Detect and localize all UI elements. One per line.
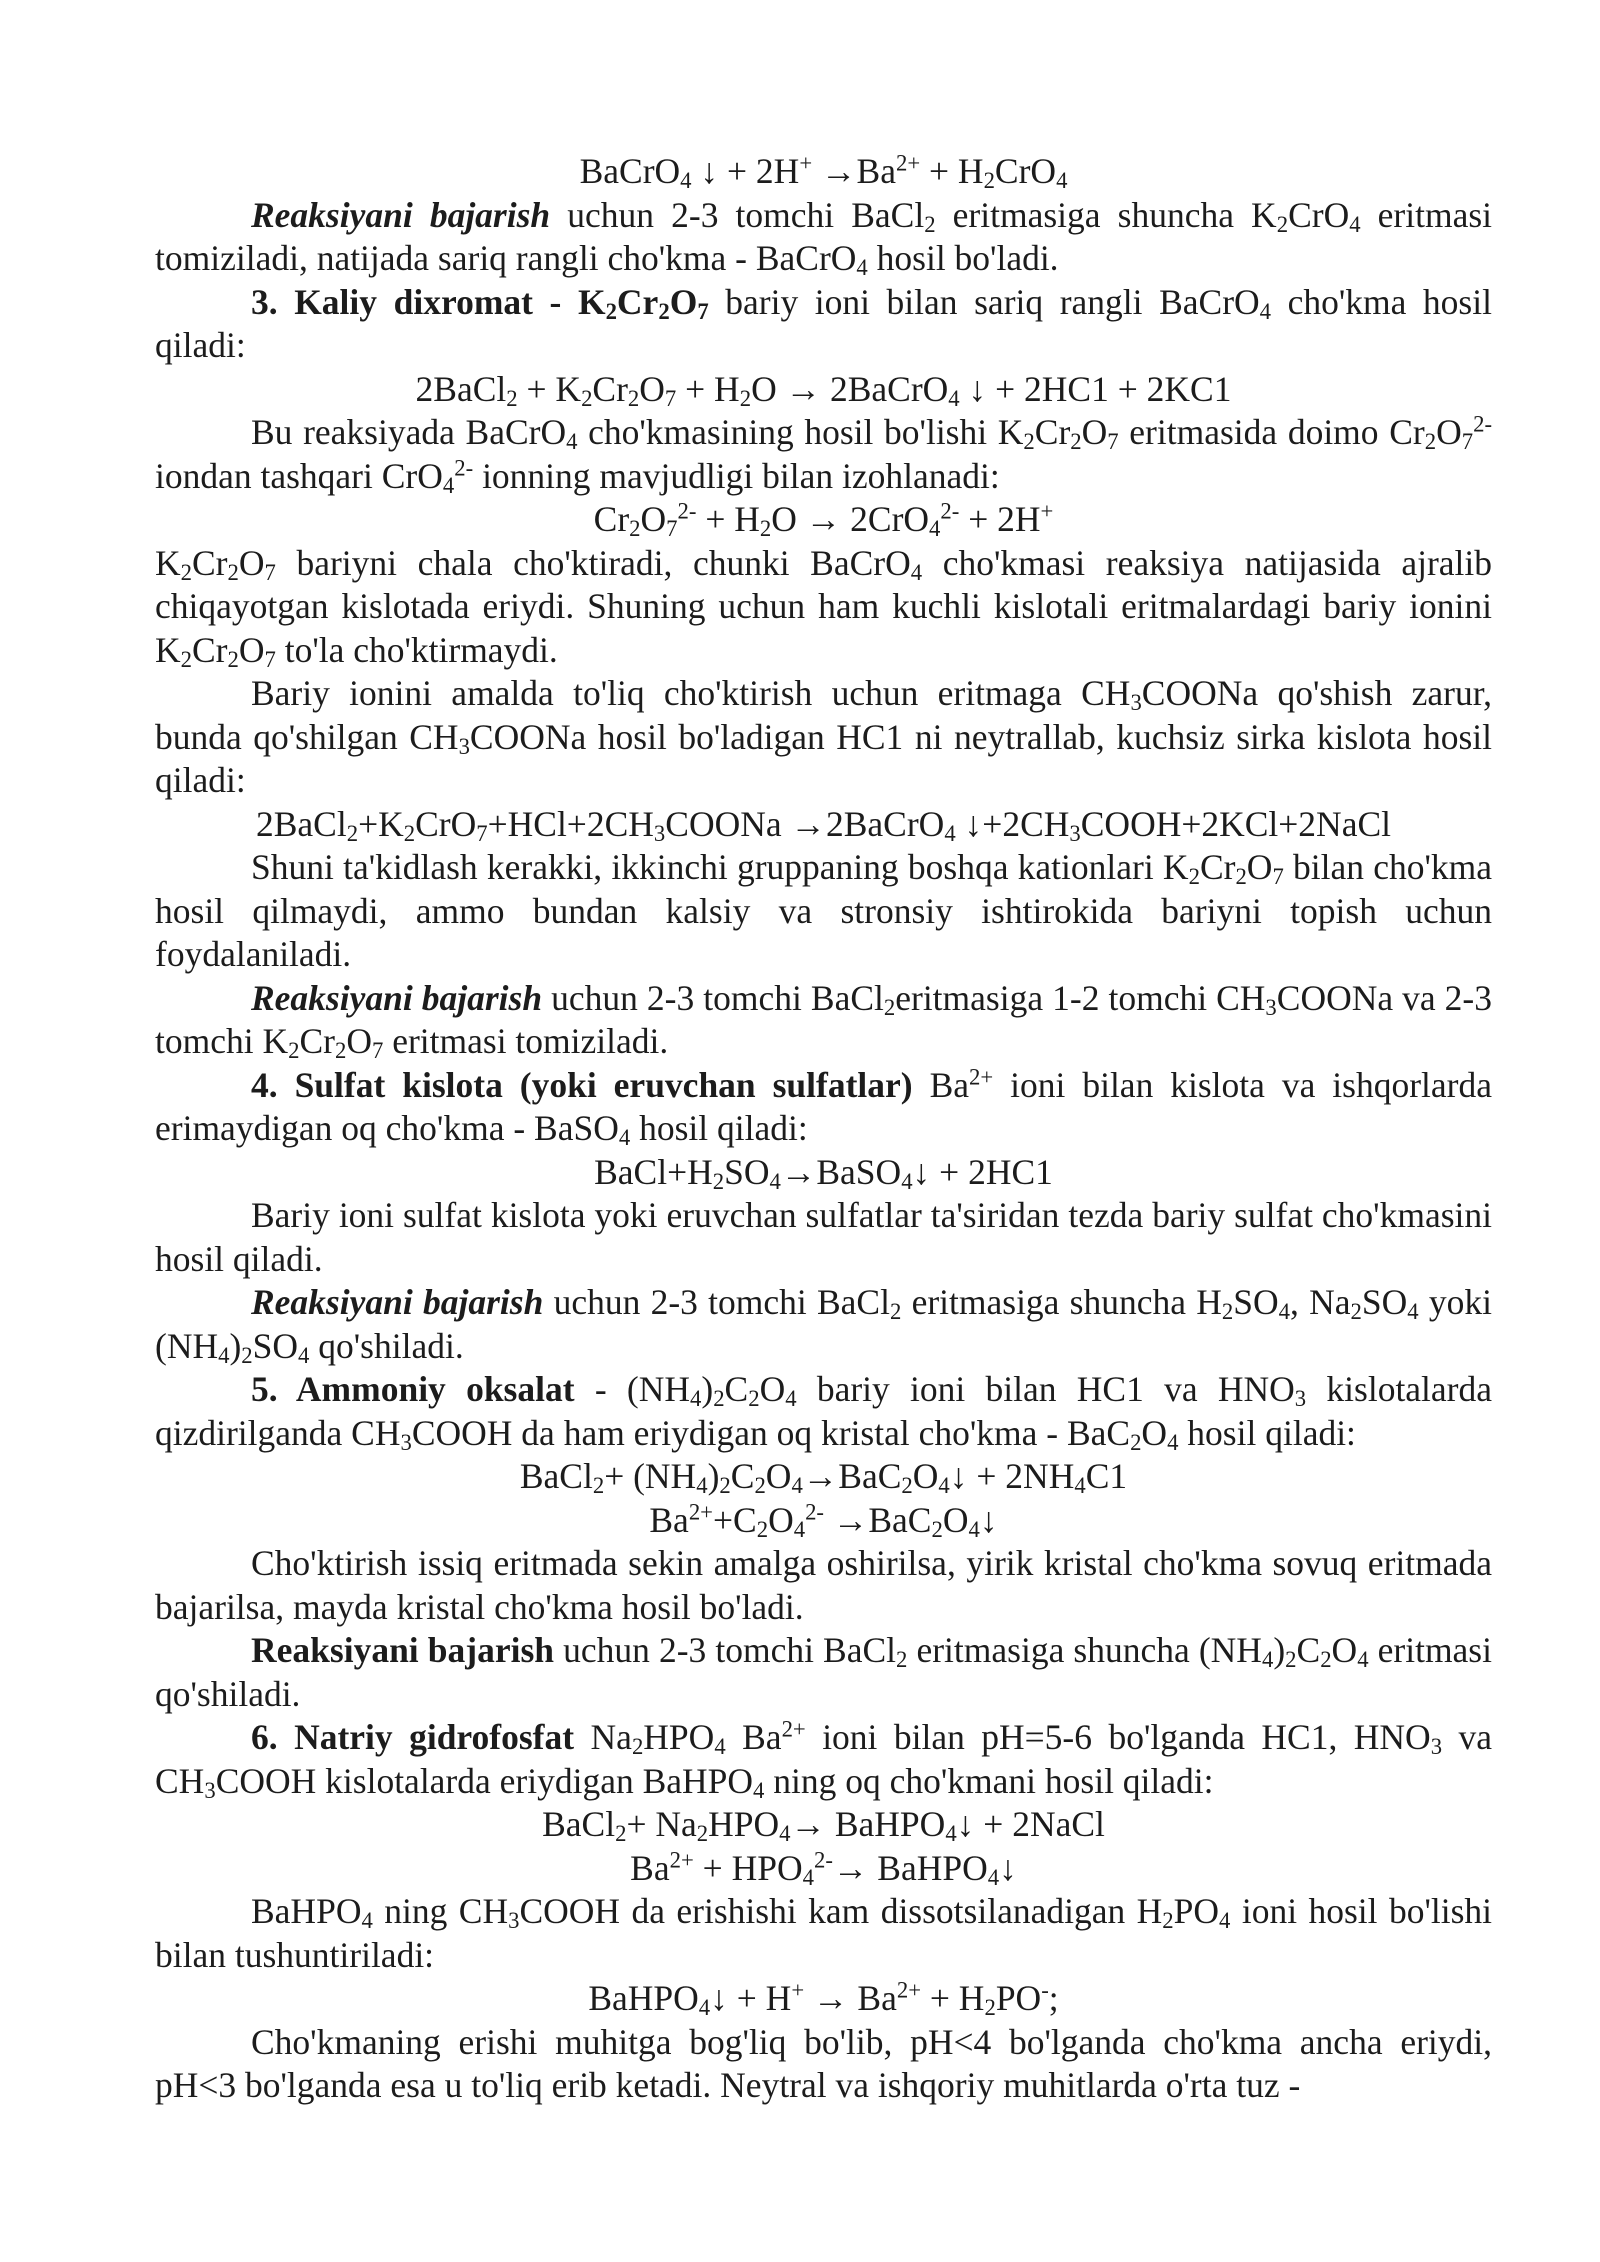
paragraph: Bariy ioni sulfat kislota yoki eruvchan sulfatlar ta'siridan tezda bariy sulfat cho'kmasini hosil qiladi. <box>155 1195 1492 1279</box>
section-heading-paragraph: 3. Kaliy dixromat - $K_2Cr_2O_7$ bariy ioni bilan sariq rangli BaCrO$_4$ cho'kma hosil qiladi: <box>155 281 1492 365</box>
section-heading-paragraph: 4. Sulfat kislota (yoki eruvchan sulfatlar) $Ba^{2+}$ ioni bilan kislota va ishqorlarda erimaydigan oq cho'kma - BaSO$_4$ hosil qiladi: <box>155 1064 1493 1150</box>
equation: $2BaCl_2+K_2CrO_7+HCl+2CH_3COONa$ →2BaCrO$_4$ $↓+2CH_3COOH+2KCl+2NaCl$ <box>255 803 1391 846</box>
equation: BaCl$_2$+ $Na_2HPO_4\to$ BaHPO$_4$↓ + 2NaCl <box>542 1804 1105 1846</box>
equation: $BaCl+H_2SO_4\to BaSO_4↓ + 2HC1$ <box>594 1151 1053 1194</box>
document-page <box>155 150 1492 2108</box>
paragraph: Cho'ktirish issiq eritmada sekin amalga oshirilsa, yirik kristal cho'kma sovuq eritmada bajarilsa, mayda kristal cho'kma hosil bo'ladi. <box>155 1543 1492 1627</box>
equation: 2BaCl$_2$ + $K_2Cr_2O_7 + H_2O$ → 2BaCrO$_4$ ↓ + 2HC1 + 2KC1 <box>415 368 1232 411</box>
paragraph: Reaksiyani bajarish uchun 2-3 tomchi BaCl$_2$eritmasiga 1-2 tomchi $CH_3COONa$ va 2-3 tomchi $K_2Cr_2O_7$ eritmasi tomiziladi. <box>155 977 1492 1063</box>
section-heading-paragraph: 6. Natriy gidrofosfat $Na_2HPO_4$ $Ba^{2+}$ ioni bilan pH=5-6 bo'lganda HC1, $HNO_3$ va $CH_3COOH$ kislotalarda eriydigan BaHPO$_4$ ning oq cho'kmani hosil qiladi: <box>155 1716 1492 1803</box>
paragraph: Bu reaksiyada BaCrO$_4$ cho'kmasining hosil bo'lishi $K_2Cr_2O_7$ eritmasida doimo $Cr_2O_7^{2-}$ iondan tashqari CrO$_4^{2-}$ ionning mavjudligi bilan izohlanadi: <box>155 411 1493 498</box>
equation: $Cr_2O_7^{2-} + H_2O \to 2CrO_4^{2-} + 2H^+$ <box>593 498 1054 541</box>
equation: BaCl$_2$+ $(NH_4)_2C_2O_4\to BaC_2O_4↓ + 2NH_4C1$ <box>519 1456 1128 1498</box>
paragraph: Reaksiyani bajarish uchun 2-3 tomchi BaCl$_2$ eritmasiga shuncha $(NH_4)_2C_2O_4$ eritmasi qo'shiladi. <box>155 1630 1492 1714</box>
equation: $Ba^{2+} + HPO_4^{2-}\to$ BaHPO$_4$↓ <box>630 1847 1017 1890</box>
paragraph: Bariy ionini amalda to'liq cho'ktirish uchun eritmaga $CH_3COONa$ qo'shish zarur, bunda qo'shilgan $CH_3COONa$ hosil bo'ladigan HC1 ni neytrallab, kuchsiz sirka kislota hosil qiladi: <box>155 673 1492 800</box>
equation: BaCrO$_4$ ↓ + $2H^+ \to Ba^{2+} + H_2CrO_4$ <box>579 150 1068 193</box>
paragraph: Cho'kmaning erishi muhitga bog'liq bo'lib, pH<4 bo'lganda cho'kma ancha eriydi, pH<3 bo'lganda esa u to'liq erib ketadi. Neytral va ishqoriy muhitlarda o'rta tuz - <box>155 2021 1492 2105</box>
paragraph: Reaksiyani bajarish uchun 2-3 tomchi BaCl$_2$ eritmasiga shuncha $H_2SO_4$, $Na_2SO_4$ yoki $(NH_4)_2SO_4$ qo'shiladi. <box>155 1282 1492 1368</box>
equation: BaHPO$_4$↓ + $H^+ \to Ba^{2+} + H_2PO^-$; <box>588 1977 1059 2020</box>
section-heading-paragraph: 5. Ammoniy oksalat - $(NH_4)_2C_2O_4$ bariy ioni bilan HC1 va $HNO_3$ kislotalarda qizdirilganda $CH_3COOH$ da ham eriydigan oq kristal $cho'kma - BaC_2O_4$ hosil qiladi: <box>155 1369 1493 1455</box>
paragraph: Shuni ta'kidlash kerakki, ikkinchi gruppaning boshqa kationlari $K_2Cr_2O_7$ bilan cho'kma hosil qilmaydi, ammo bundan kalsiy va stronsiy ishtirokida bariyni topish uchun foydalaniladi. <box>155 847 1492 974</box>
paragraph: BaHPO$_4$ ning $CH_3COOH$ da erishishi kam dissotsilanadigan $H_2PO_4$ ioni hosil bo'lishi bilan tushuntiriladi: <box>155 1891 1493 1975</box>
paragraph: Reaksiyani bajarish uchun 2-3 tomchi BaCl$_2$ eritmasiga shuncha $K_2CrO_4$ eritmasi tomiziladi, natijada sariq rangli cho'kma - BaCrO$_4$ hosil bo'ladi. <box>155 194 1493 280</box>
paragraph: $K_2Cr_2O_7$ bariyni chala cho'ktiradi, chunki BaCrO$_4$ cho'kmasi reaksiya natijasida ajralib chiqayotgan kislotada eriydi. Shuning uchun ham kuchli kislotali eritmalardagi bariy ionini $K_2Cr_2O_7$ to'la cho'ktirmaydi. <box>155 542 1492 672</box>
equation: $Ba^{2+}+C_2O_4^{2-}$ $\to BaC_2O_4↓$ <box>649 1499 998 1542</box>
